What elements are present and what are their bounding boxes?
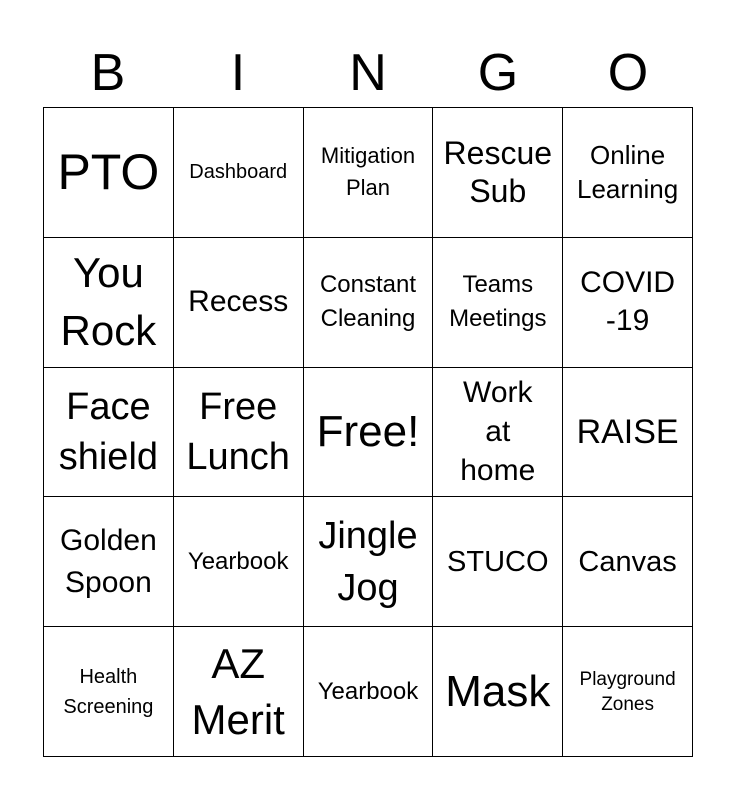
cell-label: Teams Meetings (449, 271, 547, 333)
cell-label: Golden Spoon (60, 523, 157, 599)
header-letter-b: B (90, 44, 126, 102)
bingo-cell[interactable] (174, 108, 304, 238)
cell-label: Jingle Jog (318, 514, 418, 609)
bingo-cell[interactable] (563, 238, 693, 368)
bingo-cell[interactable] (44, 108, 174, 238)
bingo-cell[interactable] (304, 238, 434, 368)
bingo-cell[interactable] (44, 368, 174, 498)
cell-label: Mitigation Plan (320, 143, 416, 201)
cell-label: Constant Cleaning (319, 271, 417, 333)
header-letter-n: N (349, 44, 387, 102)
bingo-cell[interactable] (174, 627, 304, 757)
bingo-cell[interactable] (563, 108, 693, 238)
cell-label: PTO (57, 144, 160, 201)
cell-label: Rescue Sub (443, 135, 553, 210)
cell-label: Free! (316, 406, 420, 456)
bingo-cell[interactable] (304, 108, 434, 238)
cell-label: Canvas (578, 545, 677, 578)
header-letter-i: I (230, 44, 246, 102)
bingo-cell[interactable] (433, 108, 563, 238)
bingo-cell[interactable] (433, 497, 563, 627)
bingo-cell[interactable] (563, 627, 693, 757)
bingo-cell[interactable] (563, 368, 693, 498)
bingo-cell[interactable] (433, 238, 563, 368)
cell-label: Free Lunch (186, 385, 290, 478)
cell-label: Yearbook (317, 677, 419, 705)
bingo-cell[interactable] (304, 368, 434, 498)
bingo-cell[interactable] (44, 238, 174, 368)
bingo-header (43, 40, 693, 106)
cell-label: Mask (445, 666, 551, 716)
cell-label: STUCO (447, 545, 549, 578)
bingo-cell[interactable] (44, 627, 174, 757)
cell-label: Work at home (460, 376, 536, 488)
cell-label: Recess (188, 285, 289, 319)
bingo-cell[interactable] (174, 368, 304, 498)
bingo-cell[interactable] (304, 497, 434, 627)
bingo-cell[interactable] (174, 238, 304, 368)
cell-label: Face shield (58, 385, 159, 478)
cell-label: COVID-19 (580, 266, 676, 338)
cell-label: RAISE (576, 412, 679, 451)
bingo-cell[interactable] (433, 368, 563, 498)
cell-label: Dashboard (189, 161, 288, 184)
bingo-cell[interactable] (563, 497, 693, 627)
bingo-grid (43, 107, 693, 757)
cell-label: Yearbook (187, 547, 289, 575)
bingo-cell[interactable] (44, 497, 174, 627)
cell-label: Health Screening (63, 665, 154, 718)
cell-label: Playground Zones (579, 668, 676, 715)
header-letter-o: O (607, 44, 649, 102)
bingo-cell[interactable] (304, 627, 434, 757)
bingo-cell[interactable] (174, 497, 304, 627)
header-letter-g: G (477, 44, 519, 102)
cell-label: AZ Merit (191, 639, 285, 743)
bingo-cell[interactable] (433, 627, 563, 757)
cell-label: You Rock (60, 249, 157, 355)
cell-label: Online Learning (576, 140, 679, 205)
